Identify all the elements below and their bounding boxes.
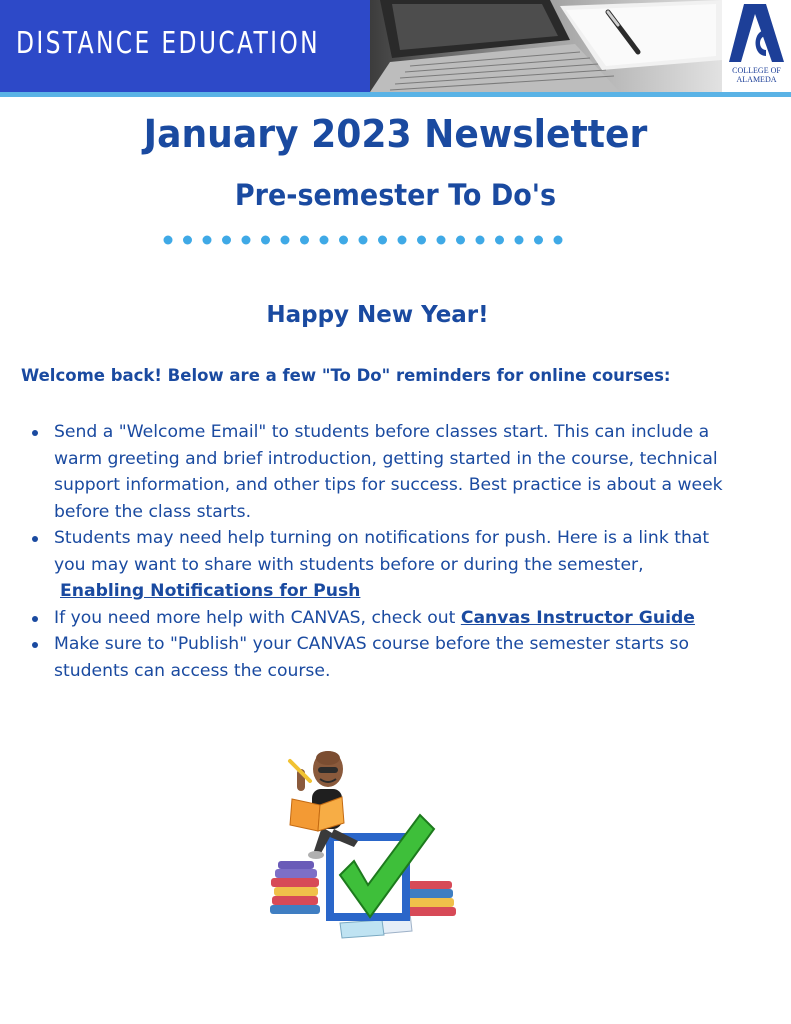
logo-text-line1: COLLEGE OF [732, 66, 781, 75]
enabling-notifications-link[interactable]: Enabling Notifications for Push [60, 581, 361, 601]
intro-text: Welcome back! Below are a few "To Do" reminders for online courses: [21, 366, 671, 385]
newsletter-subtitle: Pre-semester To Do's [234, 178, 557, 212]
greeting-heading: Happy New Year! [266, 302, 489, 328]
college-logo [722, 0, 791, 92]
list-item [30, 525, 745, 605]
banner-title: DISTANCE EDUCATION [16, 26, 321, 61]
list-item [30, 419, 745, 525]
book-stack-right-icon [403, 881, 456, 916]
book-stack-left-icon [270, 861, 320, 914]
header-stripe [0, 92, 791, 97]
list-item-text: Students may need help turning on notifications for push. Here is a link that you may want to share with students before or during the semester, [54, 528, 710, 575]
dotted-divider [162, 234, 572, 246]
laptop-photo [370, 0, 722, 92]
newsletter-title: January 2023 Newsletter [143, 112, 648, 156]
todo-list [30, 419, 745, 684]
banner-title-panel [0, 0, 370, 92]
list-item-text: If you need more help with CANVAS, check out [54, 607, 461, 628]
header-banner [0, 0, 791, 92]
reader-avatar-icon [290, 751, 358, 859]
bullet-icon [32, 616, 38, 622]
logo-text-line2: ALAMEDA [736, 75, 777, 84]
bullet-icon [32, 642, 38, 648]
list-item-text: Make sure to "Publish" your CANVAS course before the semester starts so students can access the course. [54, 634, 690, 681]
canvas-instructor-guide-link[interactable]: Canvas Instructor Guide [460, 607, 695, 628]
checklist-illustration [262, 745, 467, 940]
list-item [30, 631, 745, 684]
list-item-text: Send a "Welcome Email" to students before classes start. This can include a warm greeting and brief introduction, getting started in the course, technical support information, and other tips for success. Best practice is about a week before the class starts. [54, 422, 723, 522]
college-logo-mark [722, 0, 791, 66]
list-item [30, 605, 745, 632]
bullet-icon [32, 430, 38, 436]
bullet-icon [32, 536, 38, 542]
laptop-image [370, 0, 722, 92]
